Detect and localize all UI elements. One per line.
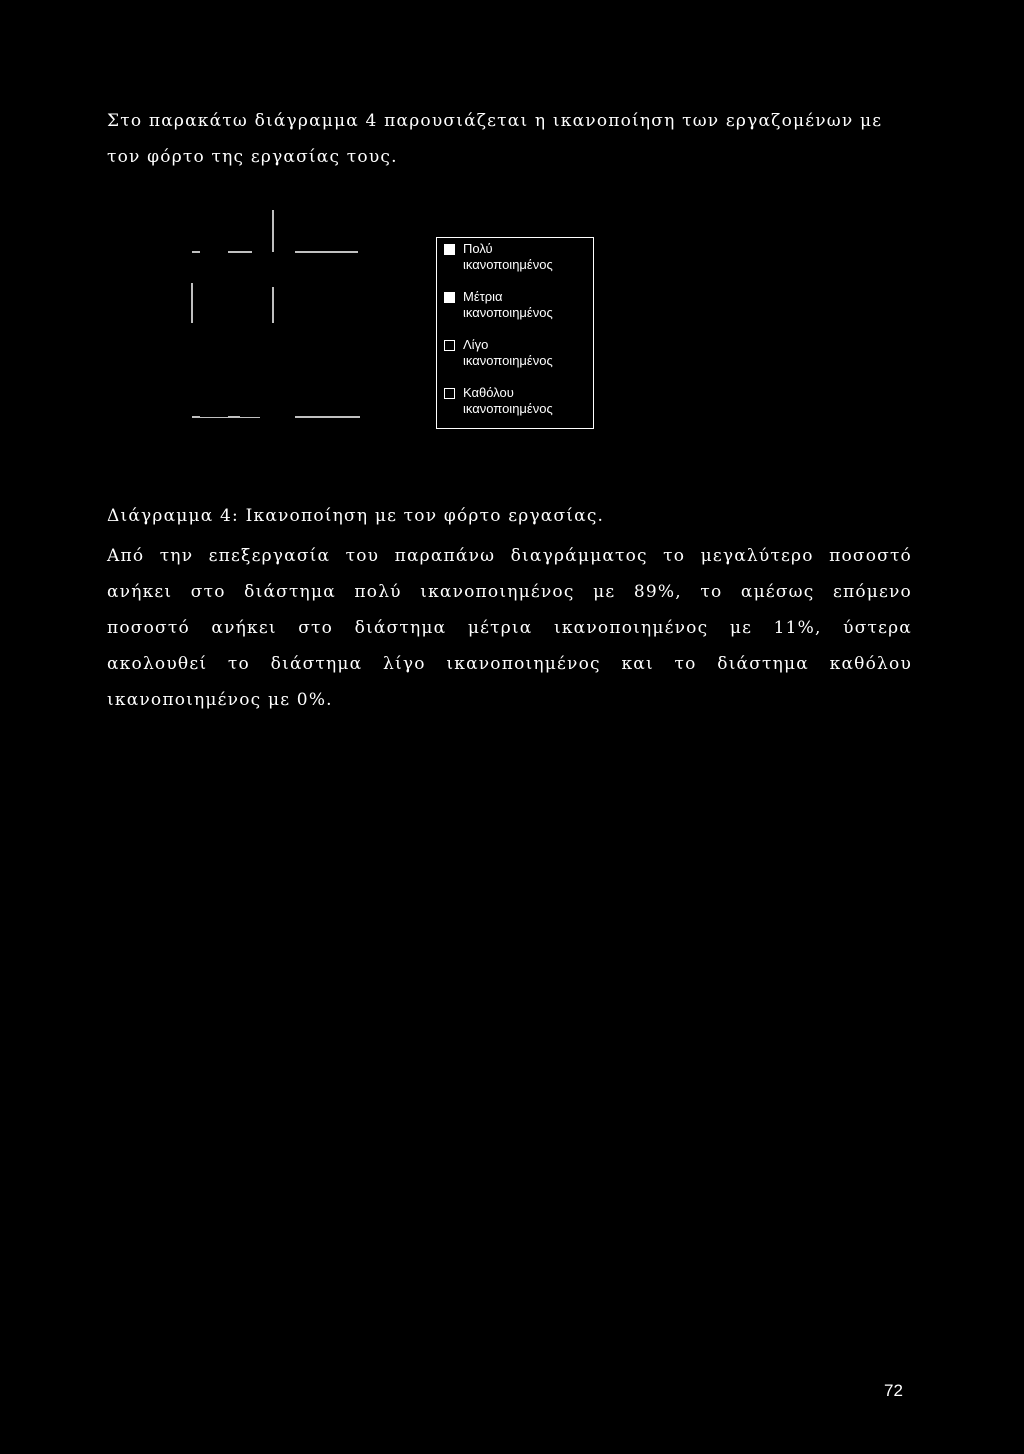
analysis-paragraph (107, 538, 912, 718)
legend-label: Λίγο (463, 337, 489, 352)
legend-item (441, 385, 593, 433)
legend-item (441, 289, 593, 337)
figure-caption: Διάγραμμα 4: Ικανοποίηση με τον φόρτο εργασίας. (107, 506, 605, 526)
paragraph-line: ακολουθεί το διάστημα λίγο ικανοποιημένος και το διάστημα καθόλου (107, 654, 912, 674)
legend-label-line2: ικανοποιημένος (463, 305, 553, 320)
paragraph-line: ποσοστό ανήκει στο διάστημα μέτρια ικανοποιημένος με 11%, ύστερα (107, 618, 912, 638)
chart-bars (200, 239, 268, 417)
legend-swatch-empty (444, 340, 455, 351)
legend-label: Πολύ (463, 241, 493, 256)
paragraph-line: Από την επεξεργασία του παραπάνω διαγράμματος το μεγαλύτερο ποσοστό (107, 546, 912, 566)
legend-swatch-filled (444, 244, 455, 255)
legend-swatch-filled (444, 292, 455, 303)
legend-label: Μέτρια (463, 289, 503, 304)
bar-0 (200, 239, 228, 417)
paragraph-line: ικανοποιημένος με 0%. (107, 690, 333, 710)
paragraph-line: ανήκει στο διάστημα πολύ ικανοποιημένος με 89%, το αμέσως επόμενο (107, 582, 912, 602)
bar-chart (180, 205, 410, 435)
chart-legend (436, 237, 594, 429)
legend-label-line2: ικανοποιημένος (463, 257, 553, 272)
legend-item (441, 337, 593, 385)
legend-label-line2: ικανοποιημένος (463, 401, 553, 416)
page-number: 72 (884, 1381, 903, 1400)
legend-label: Καθόλου (463, 385, 514, 400)
intro-paragraph: Στο παρακάτω διάγραμμα 4 παρουσιάζεται η ικανοποίηση των εργαζομένων με τον φόρτο της εργασίας τους. (107, 111, 883, 167)
legend-swatch-empty (444, 388, 455, 399)
legend-label-line2: ικανοποιημένος (463, 353, 553, 368)
legend-item (441, 241, 593, 289)
bar-1 (240, 395, 268, 417)
